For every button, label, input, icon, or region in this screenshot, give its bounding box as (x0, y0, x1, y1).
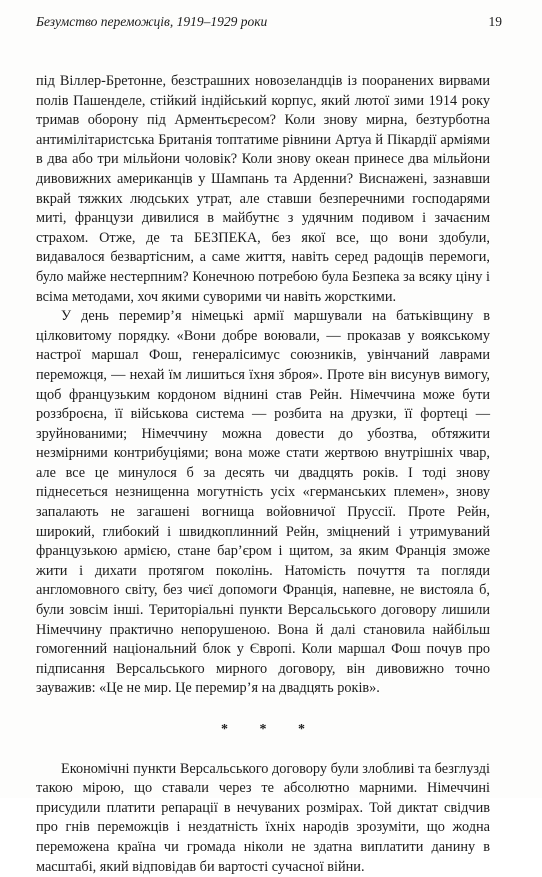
section-separator: * * * (221, 722, 319, 737)
page-body (36, 72, 490, 877)
running-title: Безумство переможців, 1919–1929 роки (36, 14, 268, 29)
paragraph: У день перемир’я німецькі армії маршували на батьківщину в цілковитому порядку. «Вони добре воювали, — проказав у воякському настрої маршал Фош, генералісимус союзників, увінчаний лаврами переможця, — нехай їм лишиться їхня зброя». Проте він висунув вимогу, щоб французьким кордоном віднині став Рейн. Німеччина може бути роззброєна, її військова система — розбита на друзки, її фортеці — зруйнованими; Німеччину можна довести до убозтва, обтяжити незмірними контрибуціями; вона може стати жертвою внутрішніх чвар, але все це минулося б за десять чи двадцять років. І тоді знову піднесеться незнищенна могутність усіх «германських племен», знову запалають не загашені вогнища войовничої Пруссії. Проте Рейн, широкий, глибокий і швидкоплинний Рейн, зміцнений і утримуваний французькою армією, стане бар’єром і щитом, за яким Франція зможе жити і дихати протягом поколінь. Натомість почуття та погляди англомовного світу, без чиєї допомоги Франція, напевне, не вистояла б, були зовсім інші. Територіальні пункти Версальського договору лишили Німеччину практично непорушеною. Вона й далі становила найбільш гомогенний національний блок у Європі. Коли маршал Фош почув про підписання Версальського мирного договору, він дивовижно точно зауважив: «Це не мир. Це перемир’я на двадцять років». (36, 308, 490, 697)
running-header (36, 14, 502, 30)
paragraph: Економічні пункти Версальського договору були злобливі та безглузді такою мірою, що ставали через те абсолютно марними. Німеччині присудили платити репарації в нечуваних розмірах. Той диктат свідчив про гнів переможців і нездатність їхніх народів зрозуміти, що жодна переможена країна чи громада ніколи не здатна виплатити данину в масштабі, який відповідав би вартості сучасної війни. (36, 760, 490, 875)
paragraph: під Віллер-Бретонне, безстрашних новозеландців із пооранених вирвами полів Пашенделе, стійкий індійський корпус, який лютої зими 1914 року тримав оборону під Арментьєресом? Коли знову мирна, безтурботна антимілітаристська Британія топтатиме рівнини Артуа й Пікардії арміями в два або три мільйони чоловік? Коли знову океан принесе два мільйони дивовижних американців у Шампань та Арденни? Виснажені, зазнавши вкрай тяжких людських утрат, але ставши безперечними господарями миті, французи дивилися в майбутнє з удячним подивом і зачаєним страхом. Отже, де та БЕЗПЕКА, без якої все, що вони здобули, видавалося безвартісним, а саме життя, навіть серед радощів перемоги, було майже нестерпним? Конечною потребою була Безпека за всяку ціну і всіма методами, хоч якими суворими чи навіть жорсткими. (36, 73, 490, 305)
page-number: 19 (488, 14, 502, 29)
